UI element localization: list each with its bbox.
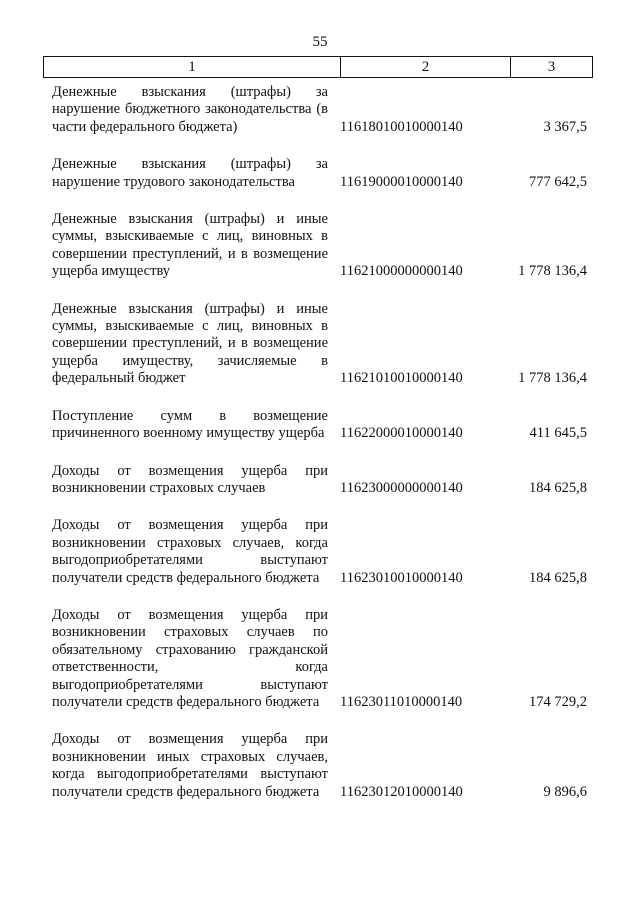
- row-amount: 777 642,5: [529, 173, 587, 190]
- row-amount: 1 778 136,4: [518, 370, 587, 387]
- row-amount: 1 778 136,4: [518, 263, 587, 280]
- row-description: Денежные взыскания (штрафы) за нарушение бюджетного законодательства (в части федерального бюджета): [52, 84, 328, 135]
- table-row: [52, 211, 593, 281]
- row-description: Денежные взыскания (штрафы) и иные суммы, взыскиваемые с лиц, виновных в совершении преступлений, и в возмещение ущерба имуществу: [52, 211, 328, 280]
- row-code: 11619000010000140: [340, 173, 463, 190]
- row-amount: 174 729,2: [529, 693, 587, 710]
- table-row: [52, 301, 593, 388]
- table-body: [52, 84, 593, 821]
- table-header: [43, 56, 593, 78]
- row-code: 11621010010000140: [340, 370, 463, 387]
- row-amount: 9 896,6: [543, 783, 587, 800]
- header-col-2: 2: [341, 57, 511, 77]
- table-row: [52, 517, 593, 587]
- table-row: [52, 408, 593, 443]
- header-col-3: 3: [547, 58, 556, 75]
- header-col-1: 1: [44, 57, 341, 77]
- row-amount: 184 625,8: [529, 479, 587, 496]
- page-number: 55: [312, 34, 328, 50]
- row-description: Денежные взыскания (штрафы) и иные суммы, взыскиваемые с лиц, виновных в совершении преступлений, и в возмещение ущерба имуществу, зачисляемые в федеральный бюджет: [52, 300, 328, 387]
- row-amount: 184 625,8: [529, 569, 587, 586]
- row-description: Доходы от возмещения ущерба при возникновении страховых случаев, когда выгодоприобретателями выступают получатели средств федерального бюджета: [52, 517, 328, 586]
- row-code: 11623010010000140: [340, 569, 463, 586]
- row-amount: 3 367,5: [543, 118, 587, 135]
- row-code: 11623000000000140: [340, 479, 463, 496]
- row-description: Доходы от возмещения ущерба при возникновении страховых случаев по обязательному страхованию гражданской ответственности, когда выгодоприобретателями выступают получатели средств федерального бюджета: [52, 606, 328, 710]
- table-row: [52, 463, 593, 498]
- row-description: Доходы от возмещения ущерба при возникновении иных страховых случаев, когда выгодоприобретателями выступают получатели средств федерального бюджета: [52, 731, 328, 800]
- row-code: 11622000010000140: [340, 425, 463, 442]
- row-code: 11621000000000140: [340, 263, 463, 280]
- row-description: Доходы от возмещения ущерба при возникновении страховых случаев: [52, 462, 328, 496]
- table-row: [52, 156, 593, 191]
- row-description: Поступление сумм в возмещение причиненного военному имуществу ущерба: [52, 407, 328, 442]
- table-row: [52, 607, 593, 711]
- row-code: 11623011010000140: [340, 693, 463, 710]
- row-code: 11618010010000140: [340, 118, 463, 135]
- table-row: [52, 731, 593, 801]
- table-row: [52, 84, 593, 136]
- row-description: Денежные взыскания (штрафы) за нарушение трудового законодательства: [52, 156, 328, 190]
- row-code: 11623012010000140: [340, 783, 463, 800]
- row-amount: 411 645,5: [529, 425, 587, 442]
